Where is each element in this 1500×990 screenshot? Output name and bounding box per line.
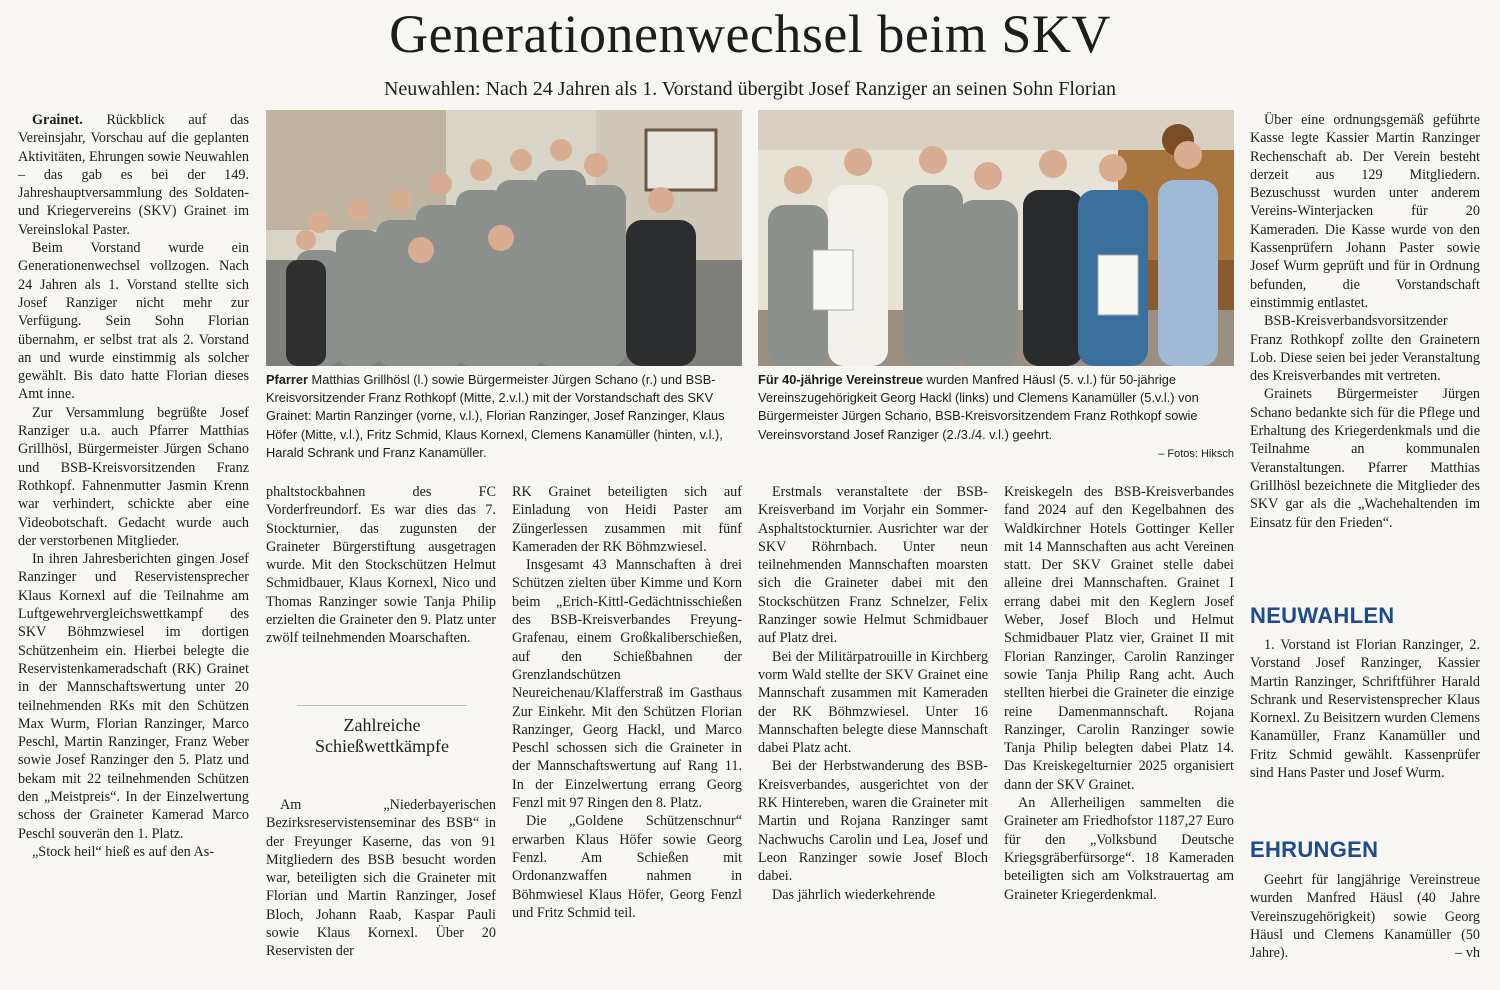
paragraph: Grainets Bürgermeister Jürgen Schano bedankte sich für die Pflege und Erhaltung des Kriegerdenkmals und die Teilnahme an kommunalen Veranstaltungen. Pfarrer Matthias Grillhösl bezeichnete die Mitglieder des SKV gar als die „Wachehaltenden im Einsatz für den Frieden“.: [1250, 386, 1480, 531]
paragraph: Über eine ordnungsgemäß geführte Kasse legte Kassier Martin Ranzinger Rechenschaft ab. Der Verein besteht derzeit aus 129 Mitgliedern. Bezuschusst wurden unter anderem Vereins-Winterjacken für 20 Kameraden. Die Kasse wurde von den Kassenprüfern Johann Paster sowie Josef Wurm geprüft und für in Ordnung befunden, die Vorstandschaft einstimmig entlastet.: [1250, 112, 1480, 311]
caption-text: Matthias Grillhösl (l.) sowie Bürgermeister Jürgen Schano (r.) und BSB-Kreisvorsitzender Franz Rothkopf (Mitte, 2.v.l.) mit der Vorstandschaft des SKV Grainet: Martin Ranzinger (vorne, v.l.), Florian Ranzinger, Josef Ranzinger, Klaus Höfer (Mitte, v.l.), Fritz Schmid, Klaus Kornexl, Clemens Kanamüller (hinten, v.l.), Harald Schrank und Franz Kanamüller.: [266, 372, 725, 460]
ehrungen-box: [1250, 871, 1480, 962]
paragraph: [1250, 871, 1480, 962]
article-column-5: [1004, 483, 1234, 904]
paragraph: RK Grainet beteiligten sich auf Einladung von Heidi Paster am Züngerlessen zusammen mit fünf Kameraden der RK Böhmzwiesel.: [512, 484, 742, 555]
section-heading-ehrungen: EHRUNGEN: [1250, 837, 1379, 862]
dateline: Grainet.: [32, 112, 83, 128]
paragraph: In ihren Jahresberichten gingen Josef Ranzinger und Reservistensprecher Klaus Kornexl auf die Teilnahme am Luftgewehrvergleichswettkampf des SKV Böhmzwiesel im dortigen Schützenheim ein. Hierbei belegte die Reservistenkameradschaft (RK) Grainet in der Mannschaftswertung unter 20 teilnehmenden RKs mit den Schützen Max Wurm, Florian Ranzinger, Marco Peschl, Martin Ranzinger, Franz Weber sowie Josef Ranzinger den 5. Platz und bekam mit 22 teilnehmenden Schützen den „Meistpreis“. In der Einzelwertung schoss der Graineter Kamerad Marco Peschl souverän den 1. Platz.: [18, 551, 249, 842]
paragraph: Insgesamt 43 Mannschaften à drei Schützen zielten über Kimme und Korn beim „Erich-Kittl-Gedächtnisschießen des BSB-Kreisverbandes Freyung-Grafenau, einem Großkaliberschießen, auf den Schießbahnen der Grenzlandschützen Neureichenau/Klafferstraß im Gasthaus Zur Einkehr. Mit den Schützen Florian Ranzinger, Georg Hackl, und Marco Peschl schossen sich die Graineter in der Mannschaftswertung auf Rang 11. In der Einzelwertung errang Georg Fenzl mit 97 Ringen den 8. Platz.: [512, 557, 742, 812]
paragraph: Beim Vorstand wurde ein Generationenwechsel vollzogen. Nach 24 Jahren als 1. Vorstand stellte sich Josef Ranziger nicht mehr zur Verfügung. Sein Sohn Florian übernahm, er selbst trat als 2. Vorstand an und wurde einstimmig als solcher gewählt. Bis dato hatte Florian dieses Amt inne.: [18, 240, 249, 403]
article-headline: Generationenwechsel beim SKV: [389, 4, 1111, 64]
honorees-photo-illustration: [758, 110, 1234, 366]
paragraph: phaltstockbahnen des FC Vorderfreundorf. Es war dies das 7. Stockturnier, das zugunsten der Graineter Bürgerstiftung ausgetragen wurde. Mit den Stockschützen Helmut Schmidbauer, Klaus Kornexl, Nico und Thomas Ranzinger sowie Tanja Philip erzielten die Graineter den 9. Platz unter zwölf teilnehmenden Moarschaften.: [266, 484, 496, 647]
article-column-4: [758, 483, 988, 904]
author-signature: – vh: [1455, 945, 1480, 962]
paragraph: Zur Versammlung begrüßte Josef Ranziger u.a. auch Pfarrer Matthias Grillhösl, Bürgermeister Jürgen Schano und BSB-Kreisvorsitzenden Franz Rothkopf. Fahnenmutter Jasmin Krenn war verhindert, schickte aber eine Videobotschaft. Gedacht wurde auch der verstorbenen Mitglieder.: [18, 404, 249, 549]
article-column-3: [512, 483, 742, 922]
paragraph-text: Geehrt für langjährige Vereinstreue wurden Manfred Häusl (40 Jahre Vereinszugehörigkeit) sowie Georg Häusl und Clemens Kanamüller (50 Jahre).: [1250, 872, 1480, 962]
caption-lead: Für 40-jährige Vereinstreue: [758, 372, 924, 387]
paragraph: Die „Goldene Schützenschnur“ erwarben Klaus Höfer sowie Georg Fenzl. Am Schießen mit Ordonanzwaffen nahmen in Böhmwiesel Klaus Höfer, Georg Fenzl und Fritz Schmid teil.: [512, 813, 742, 921]
paragraph: [18, 111, 249, 239]
intermediate-heading: Zahlreiche Schießwettkämpfe: [297, 705, 467, 757]
article-subheadline: Neuwahlen: Nach 24 Jahren als 1. Vorstand übergibt Josef Ranziger an seinen Sohn Florian: [383, 78, 1117, 100]
paragraph: Erstmals veranstaltete der BSB-Kreisverband im Vorjahr ein Sommer-Asphaltstockturnier. Ausrichter war der SKV Röhrnbach. Unter neun teilnehmenden Mannschaften moarsten sich die Graineter dabei mit den Stockschützen Franz Schnelzer, Felix Ranzinger sowie Helmut Schmidbauer auf Platz drei.: [758, 484, 988, 647]
paragraph: Bei der Militärpatrouille in Kirchberg vorm Wald stellte der SKV Grainet eine Mannschaft zusammen mit Kameraden der RK Böhmzwiesel. Unter 16 Mannschaften belegte diese Mannschaft dabei Platz acht.: [758, 648, 988, 757]
article-column-2b: [266, 796, 496, 961]
paragraph: Das jährlich wiederkehrende: [772, 886, 936, 903]
section-heading-neuwahlen: NEUWAHLEN: [1250, 603, 1395, 628]
paragraph: 1. Vorstand ist Florian Ranzinger, 2. Vorstand Josef Ranzinger, Kassier Martin Ranzinger, Schriftführer Harald Schrank und Reservistensprecher Klaus Kornexl. Zu Beisitzern wurden Clemens Kanamüller, Franz Kanamüller und Fritz Schmid gewählt. Kassenprüfer sind Hans Paster und Josef Wurm.: [1250, 637, 1480, 782]
article-column-2: [266, 483, 496, 648]
neuwahlen-box: [1250, 636, 1480, 782]
paragraph: Bei der Herbstwanderung des BSB-Kreisverbandes, ausgerichtet von der RK Hintereben, waren die Graineter mit Martin und Rojana Ranzinger samt Nachwuchs Carolin und Lea, Josef und Leon Ranzinger sowie Josef Bloch dabei.: [758, 758, 988, 885]
photo-credit: – Fotos: Hiksch: [1158, 448, 1234, 460]
paragraph: An Allerheiligen sammelten die Graineter am Friedhofstor 1187,27 Euro für den „Volksbund Deutsche Kriegsgräberfürsorge“. 18 Kameraden beteiligten sich am Volkstrauertag am Graineter Kriegerdenkmal.: [1004, 795, 1234, 903]
caption-text: wurden Manfred Häusl (5. v.l.) für 50-jährige Vereinszugehörigkeit Georg Hackl (links) und Clemens Kanamüller (5.v.l.) von Bürgermeister Jürgen Schano, BSB-Kreisvorsitzendem Franz Rothkopf sowie Vereinsvorstand Josef Ranziger (2./3./4. v.l.) geehrt.: [758, 372, 1199, 442]
photo1-caption: [266, 371, 742, 462]
paragraph: Am „Niederbayerischen Bezirksreservistenseminar des BSB“ in der Freyunger Kaserne, das von 91 Mitgliedern des BSB besucht worden war, beteiligten sich die Graineter mit Florian und Martin Ranzinger, Josef Bloch, Johann Raab, Kaspar Pauli sowie Klaus Kornexl. Über 20 Reservisten der: [266, 797, 496, 960]
photo-honorees: [758, 110, 1234, 366]
paragraph: BSB-Kreisverbandsvorsitzender Franz Rothkopf zollte den Grainetern Lob. Diese seien bei jeder Veranstaltung des Kreisverbandes mit vertreten.: [1250, 313, 1480, 385]
group-photo-illustration: [266, 110, 742, 366]
photo-group-board: [266, 110, 742, 366]
photo2-caption: [758, 371, 1234, 444]
paragraph-text: Rückblick auf das Vereinsjahr, Vorschau auf die geplanten Aktivitäten, Ehrungen sowie Neuwahlen – das gab es bei der 149. Jahreshauptversammlung des Soldaten- und Kriegervereins (SKV) Grainet im Vereinslokal Paster.: [18, 112, 249, 238]
paragraph: Kreiskegeln des BSB-Kreisverbandes fand 2024 auf den Kegelbahnen des Waldkirchner Hotels Gottinger Keller mit 14 Mannschaften aus acht Vereinen statt. Der SKV Grainet stelle dabei alleine drei Mannschaften. Grainet I errang dabei mit den Keglern Josef Weber, Josef Bloch und Helmut Schmidbauer Platz vier, Grainet II mit Florian Ranzinger, Carolin Ranzinger sowie Tanja Philip Rang acht. Auch stellten hierbei die Graineter die einzige reine Damenmannschaft. Rojana Ranzinger, Carolin Ranzinger sowie Tanja Philip belegten dabei Platz 14. Das Kreiskegelturnier 2025 organisiert dann der SKV Grainet.: [1004, 484, 1234, 793]
paragraph: „Stock heil“ hieß es auf den As-: [32, 843, 215, 860]
caption-lead: Pfarrer: [266, 372, 308, 387]
article-column-6: [1250, 111, 1480, 532]
article-column-1: [18, 111, 249, 861]
